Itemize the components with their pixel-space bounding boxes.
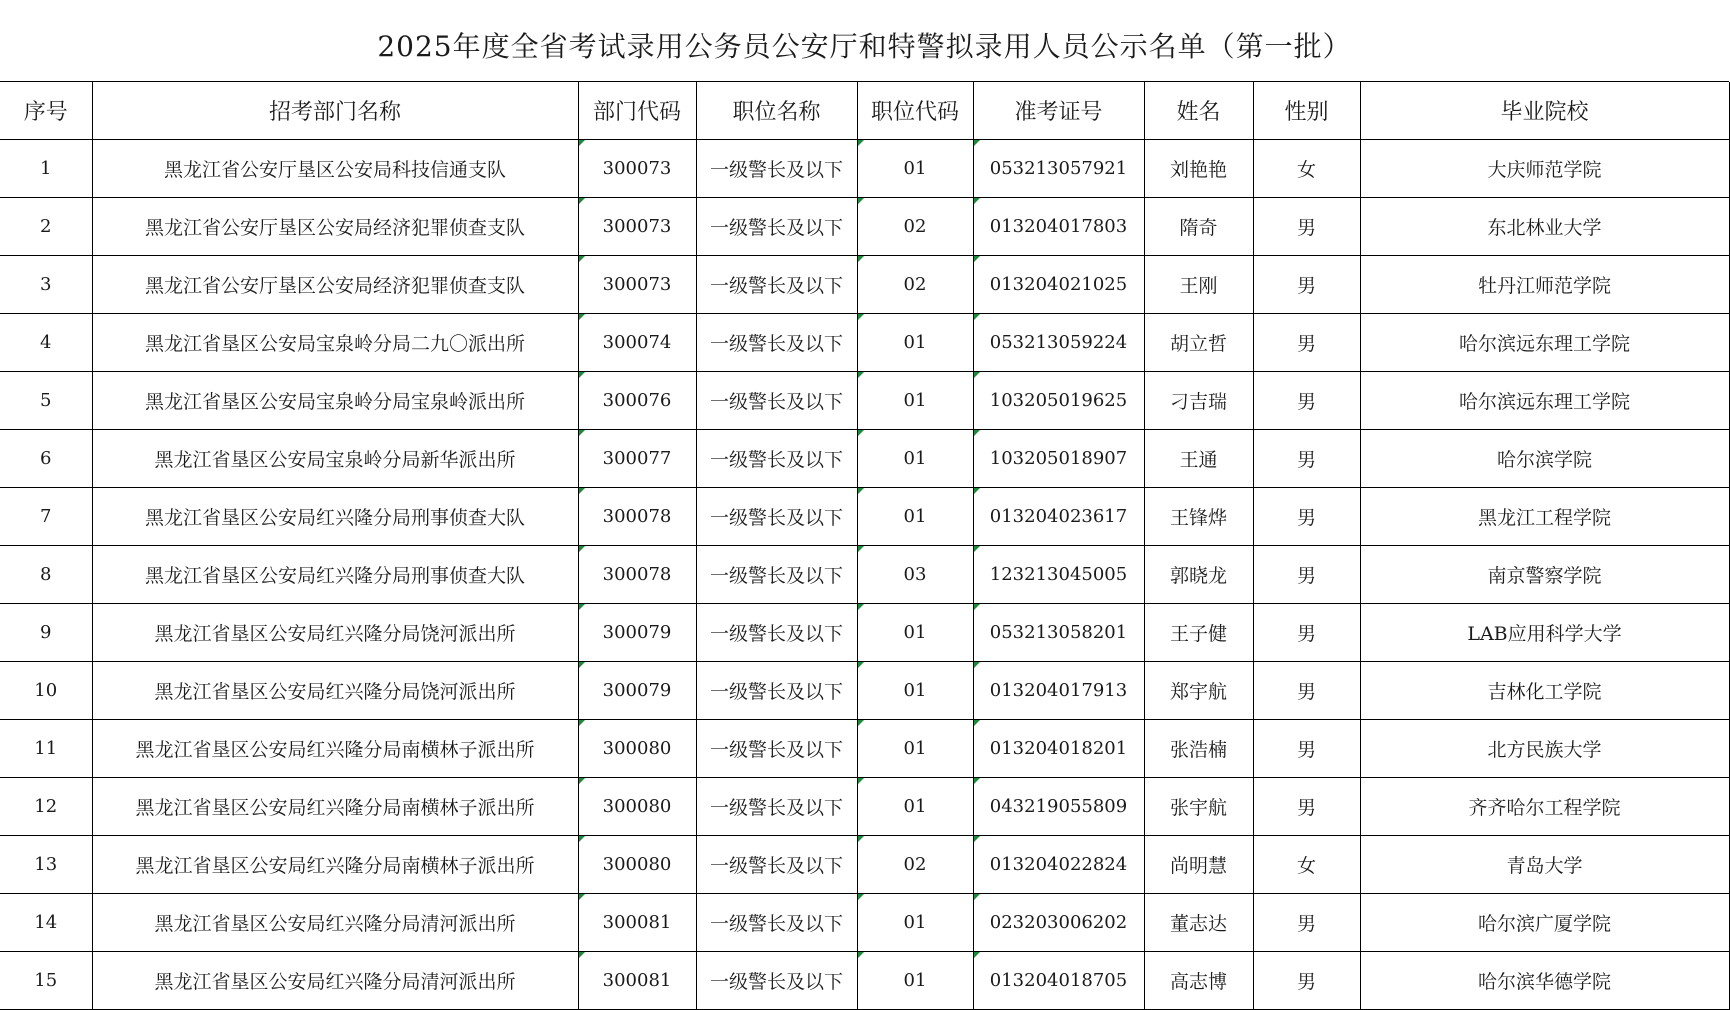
cell-position-name: 一级警长及以下 bbox=[696, 894, 857, 952]
cell-school: 哈尔滨远东理工学院 bbox=[1360, 314, 1729, 372]
cell-gender: 男 bbox=[1253, 720, 1360, 778]
cell-position-name: 一级警长及以下 bbox=[696, 836, 857, 894]
cell-department-code: 300076 bbox=[578, 372, 696, 430]
cell-school: 哈尔滨广厦学院 bbox=[1360, 894, 1729, 952]
cell-position-name: 一级警长及以下 bbox=[696, 720, 857, 778]
cell-department-code: 300079 bbox=[578, 604, 696, 662]
cell-gender: 男 bbox=[1253, 488, 1360, 546]
cell-department-name: 黑龙江省垦区公安局红兴隆分局清河派出所 bbox=[92, 894, 578, 952]
cell-name: 胡立哲 bbox=[1144, 314, 1253, 372]
table-row bbox=[0, 256, 1729, 314]
cell-school: 黑龙江工程学院 bbox=[1360, 488, 1729, 546]
cell-gender: 女 bbox=[1253, 836, 1360, 894]
table-row bbox=[0, 662, 1729, 720]
cell-school: 吉林化工学院 bbox=[1360, 662, 1729, 720]
cell-seq: 5 bbox=[0, 372, 92, 430]
cell-position-name: 一级警长及以下 bbox=[696, 140, 857, 198]
cell-name: 高志博 bbox=[1144, 952, 1253, 1010]
cell-position-code: 01 bbox=[857, 778, 973, 836]
table-row bbox=[0, 314, 1729, 372]
table-row bbox=[0, 836, 1729, 894]
cell-gender: 男 bbox=[1253, 314, 1360, 372]
cell-position-code: 01 bbox=[857, 372, 973, 430]
cell-position-name: 一级警长及以下 bbox=[696, 662, 857, 720]
cell-admission-number: 013204017913 bbox=[973, 662, 1144, 720]
cell-department-code: 300081 bbox=[578, 952, 696, 1010]
cell-position-name: 一级警长及以下 bbox=[696, 430, 857, 488]
cell-name: 王锋烨 bbox=[1144, 488, 1253, 546]
table-row bbox=[0, 546, 1729, 604]
cell-seq: 3 bbox=[0, 256, 92, 314]
header-department-code: 部门代码 bbox=[578, 82, 696, 140]
cell-gender: 女 bbox=[1253, 140, 1360, 198]
cell-gender: 男 bbox=[1253, 604, 1360, 662]
cell-gender: 男 bbox=[1253, 372, 1360, 430]
table-row bbox=[0, 778, 1729, 836]
cell-position-name: 一级警长及以下 bbox=[696, 604, 857, 662]
cell-department-code: 300073 bbox=[578, 198, 696, 256]
cell-department-code: 300073 bbox=[578, 140, 696, 198]
cell-position-name: 一级警长及以下 bbox=[696, 488, 857, 546]
cell-admission-number: 013204023617 bbox=[973, 488, 1144, 546]
cell-school: 东北林业大学 bbox=[1360, 198, 1729, 256]
cell-seq: 6 bbox=[0, 430, 92, 488]
cell-department-code: 300081 bbox=[578, 894, 696, 952]
cell-seq: 12 bbox=[0, 778, 92, 836]
cell-seq: 2 bbox=[0, 198, 92, 256]
cell-school: 哈尔滨学院 bbox=[1360, 430, 1729, 488]
cell-school: 大庆师范学院 bbox=[1360, 140, 1729, 198]
cell-position-code: 02 bbox=[857, 256, 973, 314]
cell-school: 牡丹江师范学院 bbox=[1360, 256, 1729, 314]
cell-position-code: 03 bbox=[857, 546, 973, 604]
cell-department-code: 300078 bbox=[578, 546, 696, 604]
cell-school: 齐齐哈尔工程学院 bbox=[1360, 778, 1729, 836]
cell-admission-number: 123213045005 bbox=[973, 546, 1144, 604]
cell-name: 王刚 bbox=[1144, 256, 1253, 314]
cell-gender: 男 bbox=[1253, 894, 1360, 952]
cell-admission-number: 013204018201 bbox=[973, 720, 1144, 778]
cell-department-name: 黑龙江省垦区公安局红兴隆分局南横林子派出所 bbox=[92, 720, 578, 778]
cell-admission-number: 013204022824 bbox=[973, 836, 1144, 894]
cell-admission-number: 103205019625 bbox=[973, 372, 1144, 430]
cell-name: 王通 bbox=[1144, 430, 1253, 488]
cell-department-name: 黑龙江省公安厅垦区公安局经济犯罪侦查支队 bbox=[92, 256, 578, 314]
cell-position-code: 01 bbox=[857, 140, 973, 198]
cell-position-name: 一级警长及以下 bbox=[696, 952, 857, 1010]
cell-position-code: 01 bbox=[857, 952, 973, 1010]
cell-admission-number: 053213057921 bbox=[973, 140, 1144, 198]
cell-seq: 8 bbox=[0, 546, 92, 604]
document-title-row bbox=[0, 0, 1729, 82]
cell-position-code: 01 bbox=[857, 604, 973, 662]
table-row bbox=[0, 140, 1729, 198]
cell-name: 尚明慧 bbox=[1144, 836, 1253, 894]
cell-name: 郭晓龙 bbox=[1144, 546, 1253, 604]
table-row bbox=[0, 720, 1729, 778]
cell-position-code: 02 bbox=[857, 198, 973, 256]
cell-school: 南京警察学院 bbox=[1360, 546, 1729, 604]
cell-school: LAB应用科学大学 bbox=[1360, 604, 1729, 662]
cell-gender: 男 bbox=[1253, 662, 1360, 720]
table-header-row bbox=[0, 82, 1729, 140]
cell-admission-number: 053213058201 bbox=[973, 604, 1144, 662]
cell-department-name: 黑龙江省垦区公安局宝泉岭分局新华派出所 bbox=[92, 430, 578, 488]
cell-gender: 男 bbox=[1253, 198, 1360, 256]
cell-department-code: 300080 bbox=[578, 720, 696, 778]
cell-position-name: 一级警长及以下 bbox=[696, 372, 857, 430]
cell-department-name: 黑龙江省垦区公安局宝泉岭分局二九〇派出所 bbox=[92, 314, 578, 372]
cell-gender: 男 bbox=[1253, 546, 1360, 604]
cell-name: 郑宇航 bbox=[1144, 662, 1253, 720]
cell-gender: 男 bbox=[1253, 430, 1360, 488]
cell-position-name: 一级警长及以下 bbox=[696, 546, 857, 604]
cell-department-name: 黑龙江省公安厅垦区公安局经济犯罪侦查支队 bbox=[92, 198, 578, 256]
cell-position-code: 01 bbox=[857, 314, 973, 372]
candidate-roster-table bbox=[0, 82, 1730, 1010]
cell-position-code: 01 bbox=[857, 662, 973, 720]
cell-department-name: 黑龙江省公安厅垦区公安局科技信通支队 bbox=[92, 140, 578, 198]
header-seq: 序号 bbox=[0, 82, 92, 140]
cell-name: 董志达 bbox=[1144, 894, 1253, 952]
cell-department-code: 300078 bbox=[578, 488, 696, 546]
cell-school: 青岛大学 bbox=[1360, 836, 1729, 894]
header-position-name: 职位名称 bbox=[696, 82, 857, 140]
cell-position-name: 一级警长及以下 bbox=[696, 198, 857, 256]
cell-name: 刘艳艳 bbox=[1144, 140, 1253, 198]
cell-position-name: 一级警长及以下 bbox=[696, 314, 857, 372]
cell-department-name: 黑龙江省垦区公安局红兴隆分局刑事侦查大队 bbox=[92, 546, 578, 604]
cell-department-name: 黑龙江省垦区公安局红兴隆分局南横林子派出所 bbox=[92, 778, 578, 836]
cell-name: 刁吉瑞 bbox=[1144, 372, 1253, 430]
cell-seq: 13 bbox=[0, 836, 92, 894]
cell-seq: 4 bbox=[0, 314, 92, 372]
table-row bbox=[0, 430, 1729, 488]
cell-position-code: 02 bbox=[857, 836, 973, 894]
cell-seq: 10 bbox=[0, 662, 92, 720]
cell-admission-number: 013204018705 bbox=[973, 952, 1144, 1010]
document-title: 2025年度全省考试录用公务员公安厅和特警拟录用人员公示名单（第一批） bbox=[377, 29, 1352, 63]
cell-seq: 11 bbox=[0, 720, 92, 778]
header-admission-number: 准考证号 bbox=[973, 82, 1144, 140]
cell-name: 张宇航 bbox=[1144, 778, 1253, 836]
cell-position-code: 01 bbox=[857, 894, 973, 952]
cell-department-name: 黑龙江省垦区公安局红兴隆分局饶河派出所 bbox=[92, 662, 578, 720]
cell-department-code: 300074 bbox=[578, 314, 696, 372]
cell-school: 哈尔滨远东理工学院 bbox=[1360, 372, 1729, 430]
cell-position-code: 01 bbox=[857, 720, 973, 778]
cell-school: 北方民族大学 bbox=[1360, 720, 1729, 778]
cell-admission-number: 053213059224 bbox=[973, 314, 1144, 372]
cell-school: 哈尔滨华德学院 bbox=[1360, 952, 1729, 1010]
table-body bbox=[0, 140, 1729, 1010]
cell-gender: 男 bbox=[1253, 778, 1360, 836]
header-gender: 性别 bbox=[1253, 82, 1360, 140]
cell-seq: 15 bbox=[0, 952, 92, 1010]
cell-department-code: 300079 bbox=[578, 662, 696, 720]
header-name: 姓名 bbox=[1144, 82, 1253, 140]
cell-admission-number: 103205018907 bbox=[973, 430, 1144, 488]
cell-seq: 7 bbox=[0, 488, 92, 546]
cell-admission-number: 013204017803 bbox=[973, 198, 1144, 256]
cell-position-code: 01 bbox=[857, 430, 973, 488]
cell-department-name: 黑龙江省垦区公安局宝泉岭分局宝泉岭派出所 bbox=[92, 372, 578, 430]
header-position-code: 职位代码 bbox=[857, 82, 973, 140]
cell-admission-number: 013204021025 bbox=[973, 256, 1144, 314]
table-row bbox=[0, 952, 1729, 1010]
cell-position-name: 一级警长及以下 bbox=[696, 256, 857, 314]
cell-seq: 14 bbox=[0, 894, 92, 952]
header-school: 毕业院校 bbox=[1360, 82, 1729, 140]
cell-admission-number: 043219055809 bbox=[973, 778, 1144, 836]
cell-seq: 9 bbox=[0, 604, 92, 662]
cell-position-code: 01 bbox=[857, 488, 973, 546]
cell-admission-number: 023203006202 bbox=[973, 894, 1144, 952]
table-row bbox=[0, 604, 1729, 662]
cell-gender: 男 bbox=[1253, 952, 1360, 1010]
cell-name: 张浩楠 bbox=[1144, 720, 1253, 778]
cell-department-code: 300077 bbox=[578, 430, 696, 488]
cell-gender: 男 bbox=[1253, 256, 1360, 314]
cell-position-name: 一级警长及以下 bbox=[696, 778, 857, 836]
header-department-name: 招考部门名称 bbox=[92, 82, 578, 140]
cell-name: 王子健 bbox=[1144, 604, 1253, 662]
cell-department-name: 黑龙江省垦区公安局红兴隆分局清河派出所 bbox=[92, 952, 578, 1010]
table-row bbox=[0, 372, 1729, 430]
table-row bbox=[0, 198, 1729, 256]
table-row bbox=[0, 894, 1729, 952]
cell-department-code: 300073 bbox=[578, 256, 696, 314]
cell-department-code: 300080 bbox=[578, 836, 696, 894]
cell-department-name: 黑龙江省垦区公安局红兴隆分局刑事侦查大队 bbox=[92, 488, 578, 546]
cell-name: 隋奇 bbox=[1144, 198, 1253, 256]
cell-seq: 1 bbox=[0, 140, 92, 198]
cell-department-code: 300080 bbox=[578, 778, 696, 836]
table-row bbox=[0, 488, 1729, 546]
cell-department-name: 黑龙江省垦区公安局红兴隆分局饶河派出所 bbox=[92, 604, 578, 662]
cell-department-name: 黑龙江省垦区公安局红兴隆分局南横林子派出所 bbox=[92, 836, 578, 894]
